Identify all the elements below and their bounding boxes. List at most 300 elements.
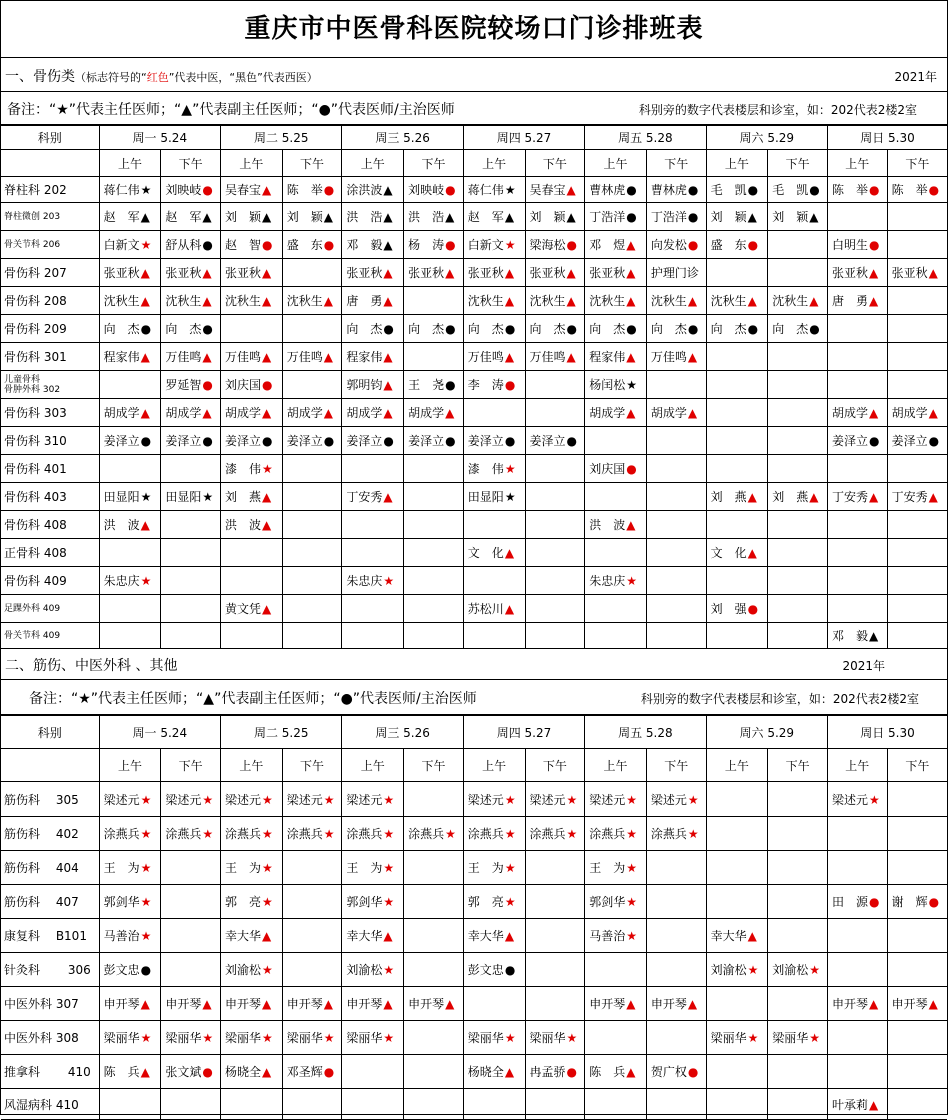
doctor-cell bbox=[768, 919, 828, 953]
dept-cell bbox=[1, 595, 99, 623]
star-icon: ★ bbox=[383, 792, 395, 807]
doctor-cell bbox=[646, 315, 706, 343]
doctor-cell bbox=[887, 782, 947, 817]
doctor-name: 姜泽立 bbox=[286, 434, 323, 448]
doctor-cell bbox=[768, 231, 828, 259]
doctor-name: 向发松 bbox=[650, 238, 687, 252]
star-icon: ★ bbox=[202, 1031, 214, 1045]
doctor-name: 申开琴 bbox=[103, 997, 140, 1011]
doctor-cell bbox=[282, 399, 342, 427]
doctor-cell bbox=[646, 817, 706, 851]
triangle-icon: ▲ bbox=[140, 210, 150, 224]
dept-cell bbox=[1, 455, 99, 483]
doctor-name: 杨晓全 bbox=[467, 1065, 504, 1079]
doctor-cell bbox=[404, 539, 464, 567]
dot-icon: ● bbox=[445, 238, 456, 252]
doctor-cell bbox=[221, 177, 283, 203]
triangle-icon: ▲ bbox=[323, 294, 333, 308]
triangle-icon: ▲ bbox=[262, 294, 272, 308]
doctor-name: 唐 勇 bbox=[831, 294, 868, 308]
triangle-icon: ▲ bbox=[809, 490, 819, 504]
doctor-name: 梁述元 bbox=[346, 792, 383, 807]
doctor-cell bbox=[463, 987, 525, 1021]
dot-icon: ● bbox=[626, 322, 637, 336]
doctor-name: 沈秋生 bbox=[286, 294, 323, 308]
dept-header: 科别 bbox=[1, 716, 99, 749]
doctor-cell bbox=[706, 315, 768, 343]
dot-icon: ● bbox=[504, 434, 516, 448]
dot-icon: ● bbox=[323, 434, 335, 448]
doctor-cell bbox=[768, 259, 828, 287]
doctor-cell bbox=[282, 1021, 342, 1055]
doctor-cell bbox=[768, 483, 828, 511]
doctor-name: 万佳鸣 bbox=[286, 350, 323, 364]
doctor-cell bbox=[342, 885, 404, 919]
doctor-name: 蒋仁伟 bbox=[467, 183, 504, 197]
doctor-name: 盛 东 bbox=[286, 238, 323, 252]
doctor-cell bbox=[463, 953, 525, 987]
dept-name: 骨伤科 409 bbox=[4, 574, 67, 588]
doctor-cell bbox=[99, 851, 161, 885]
star-icon: ★ bbox=[626, 792, 637, 807]
doctor-cell bbox=[404, 567, 464, 595]
triangle-icon: ▲ bbox=[383, 406, 393, 420]
doctor-name: 王 为 bbox=[225, 861, 262, 875]
doctor-cell bbox=[282, 259, 342, 287]
doctor-cell bbox=[221, 987, 283, 1021]
dept-name: 骨伤科 408 bbox=[4, 518, 67, 532]
doctor-cell bbox=[887, 1021, 947, 1055]
doctor-cell bbox=[99, 987, 161, 1021]
doctor-cell bbox=[161, 483, 221, 511]
doctor-cell bbox=[646, 203, 706, 231]
doctor-name: 白新文 bbox=[103, 238, 140, 252]
doctor-cell bbox=[887, 483, 947, 511]
doctor-cell bbox=[161, 1055, 221, 1089]
dept-cell bbox=[1, 851, 99, 885]
star-icon: ★ bbox=[504, 827, 516, 841]
star-icon: ★ bbox=[323, 1031, 335, 1045]
doctor-name: 姜泽立 bbox=[831, 434, 868, 448]
doctor-name: 姜泽立 bbox=[103, 434, 140, 448]
doctor-cell bbox=[463, 315, 525, 343]
dot-icon: ● bbox=[383, 434, 394, 448]
doctor-name: 漆 伟 bbox=[225, 462, 262, 476]
am-header: 上午 bbox=[342, 150, 404, 177]
doctor-name: 盛 东 bbox=[710, 238, 747, 252]
dot-icon: ● bbox=[140, 434, 152, 448]
doctor-cell bbox=[282, 511, 342, 539]
doctor-cell bbox=[768, 315, 828, 343]
triangle-icon: ▲ bbox=[928, 490, 938, 504]
doctor-cell bbox=[768, 427, 828, 455]
dot-icon: ● bbox=[566, 434, 577, 448]
triangle-icon: ▲ bbox=[504, 546, 515, 560]
doctor-cell bbox=[463, 427, 525, 455]
doctor-cell bbox=[99, 1021, 161, 1055]
triangle-icon: ▲ bbox=[262, 490, 272, 504]
doctor-cell bbox=[463, 539, 525, 567]
legend-text-a: （标志符号的“ bbox=[75, 71, 147, 84]
doctor-cell bbox=[827, 399, 887, 427]
doctor-cell bbox=[525, 203, 585, 231]
doctor-cell bbox=[99, 539, 161, 567]
doctor-cell bbox=[342, 919, 404, 953]
doctor-cell bbox=[706, 817, 768, 851]
schedule-row bbox=[1, 287, 947, 315]
doctor-cell bbox=[342, 371, 404, 399]
dept-cell bbox=[1, 315, 99, 343]
doctor-cell bbox=[342, 782, 404, 817]
triangle-icon: ▲ bbox=[928, 406, 938, 420]
doctor-cell bbox=[99, 427, 161, 455]
dept-name: 骨伤科 208 bbox=[4, 294, 67, 308]
star-icon: ★ bbox=[626, 574, 637, 588]
pm-header: 下午 bbox=[646, 749, 706, 782]
doctor-name: 张亚秋 bbox=[891, 266, 928, 280]
doctor-cell bbox=[282, 782, 342, 817]
doctor-name: 涂燕兵 bbox=[529, 827, 566, 841]
doctor-cell bbox=[646, 1021, 706, 1055]
doctor-name: 幸大华 bbox=[710, 929, 747, 943]
doctor-name: 胡成学 bbox=[650, 406, 687, 420]
doctor-cell bbox=[887, 427, 947, 455]
doctor-cell bbox=[827, 371, 887, 399]
star-icon: ★ bbox=[809, 1031, 821, 1045]
dept-cell bbox=[1, 203, 99, 231]
doctor-cell bbox=[221, 953, 283, 987]
doctor-cell bbox=[342, 851, 404, 885]
doctor-name: 梁述元 bbox=[467, 792, 504, 807]
schedule-row bbox=[1, 919, 947, 953]
doctor-cell bbox=[404, 987, 464, 1021]
doctor-cell bbox=[161, 287, 221, 315]
doctor-name: 沈秋生 bbox=[589, 294, 626, 308]
star-icon: ★ bbox=[140, 1031, 152, 1045]
doctor-cell bbox=[282, 539, 342, 567]
doctor-name: 郭剑华 bbox=[346, 895, 383, 909]
doctor-cell bbox=[221, 1021, 283, 1055]
doctor-name: 白新文 bbox=[467, 238, 504, 252]
doctor-name: 申开琴 bbox=[346, 997, 383, 1011]
doctor-cell bbox=[282, 231, 342, 259]
doctor-cell bbox=[404, 885, 464, 919]
day-header: 周三 5.26 bbox=[342, 716, 463, 749]
doctor-cell bbox=[463, 177, 525, 203]
doctor-cell bbox=[282, 203, 342, 231]
star-icon: ★ bbox=[383, 574, 395, 588]
triangle-icon: ▲ bbox=[262, 602, 272, 616]
doctor-name: 梁丽华 bbox=[103, 1031, 140, 1045]
day-header: 周六 5.29 bbox=[706, 126, 827, 150]
doctor-cell bbox=[525, 511, 585, 539]
doctor-cell bbox=[463, 595, 525, 623]
dept-name: 筋伤科 305 bbox=[4, 792, 79, 807]
doctor-cell bbox=[706, 595, 768, 623]
doctor-cell bbox=[525, 539, 585, 567]
doctor-cell bbox=[282, 567, 342, 595]
doctor-cell bbox=[646, 782, 706, 817]
triangle-icon: ▲ bbox=[504, 602, 515, 616]
doctor-name: 沈秋生 bbox=[772, 294, 809, 308]
doctor-cell bbox=[706, 399, 768, 427]
dept-cell bbox=[1, 259, 99, 287]
doctor-cell bbox=[342, 177, 404, 203]
dot-icon: ● bbox=[626, 462, 637, 476]
doctor-cell bbox=[768, 287, 828, 315]
doctor-cell bbox=[646, 885, 706, 919]
doctor-cell bbox=[342, 287, 404, 315]
star-icon: ★ bbox=[566, 1031, 578, 1045]
doctor-cell bbox=[887, 953, 947, 987]
triangle-icon: ▲ bbox=[868, 294, 879, 308]
star-icon: ★ bbox=[504, 895, 516, 909]
doctor-cell bbox=[342, 511, 404, 539]
section1-heading: 一、骨伤类 bbox=[5, 69, 75, 85]
doctor-cell bbox=[404, 595, 464, 623]
doctor-cell bbox=[887, 851, 947, 885]
pm-header: 下午 bbox=[161, 749, 221, 782]
triangle-icon: ▲ bbox=[383, 294, 393, 308]
doctor-name: 丁安秀 bbox=[891, 490, 928, 504]
doctor-cell bbox=[282, 953, 342, 987]
doctor-name: 万佳鸣 bbox=[467, 350, 504, 364]
doctor-cell bbox=[342, 1021, 404, 1055]
star-icon: ★ bbox=[566, 827, 578, 841]
triangle-icon: ▲ bbox=[202, 406, 212, 420]
doctor-name: 陈 举 bbox=[286, 183, 323, 197]
doctor-name: 王 为 bbox=[346, 861, 383, 875]
doctor-cell bbox=[221, 567, 283, 595]
doctor-name: 胡成学 bbox=[165, 406, 202, 420]
schedule-row bbox=[1, 782, 947, 817]
doctor-cell bbox=[827, 483, 887, 511]
doctor-name: 丁浩洋 bbox=[650, 210, 687, 224]
pm-header: 下午 bbox=[525, 150, 585, 177]
triangle-icon: ▲ bbox=[626, 350, 636, 364]
doctor-cell bbox=[646, 177, 706, 203]
triangle-icon: ▲ bbox=[140, 294, 150, 308]
schedule-row bbox=[1, 231, 947, 259]
dot-icon: ● bbox=[445, 378, 456, 392]
doctor-name: 涂燕兵 bbox=[346, 827, 383, 841]
doctor-cell bbox=[99, 1055, 161, 1089]
doctor-cell bbox=[161, 595, 221, 623]
schedule-row bbox=[1, 953, 947, 987]
doctor-name: 梁丽华 bbox=[529, 1031, 566, 1045]
doctor-name: 涂洪波 bbox=[346, 183, 383, 197]
doctor-cell bbox=[646, 595, 706, 623]
doctor-name: 涂燕兵 bbox=[467, 827, 504, 841]
dot-icon: ● bbox=[504, 322, 516, 336]
doctor-cell bbox=[221, 259, 283, 287]
doctor-name: 涂燕兵 bbox=[408, 827, 445, 841]
doctor-cell bbox=[827, 987, 887, 1021]
pm-header: 下午 bbox=[525, 749, 585, 782]
doctor-cell bbox=[99, 259, 161, 287]
star-icon: ★ bbox=[262, 1031, 273, 1045]
star-icon: ★ bbox=[687, 827, 699, 841]
triangle-icon: ▲ bbox=[262, 518, 272, 532]
doctor-cell bbox=[768, 885, 828, 919]
doctor-name: 胡成学 bbox=[286, 406, 323, 420]
triangle-icon: ▲ bbox=[202, 266, 212, 280]
doctor-cell bbox=[161, 399, 221, 427]
triangle-icon: ▲ bbox=[809, 294, 819, 308]
doctor-cell bbox=[404, 231, 464, 259]
doctor-name: 万佳鸣 bbox=[225, 350, 262, 364]
doctor-cell bbox=[827, 455, 887, 483]
doctor-cell bbox=[585, 343, 647, 371]
doctor-cell bbox=[887, 919, 947, 953]
doctor-cell bbox=[404, 919, 464, 953]
dot-icon: ● bbox=[323, 238, 335, 252]
dept-name: 脊柱微创 203 bbox=[4, 211, 61, 222]
doctor-name: 田 源 bbox=[831, 895, 868, 909]
doctor-cell bbox=[463, 1055, 525, 1089]
doctor-name: 幸大华 bbox=[225, 929, 262, 943]
doctor-cell bbox=[887, 371, 947, 399]
dept-cell bbox=[1, 177, 99, 203]
section1-note-bar bbox=[1, 92, 947, 125]
doctor-cell bbox=[827, 1021, 887, 1055]
doctor-name: 梁丽华 bbox=[467, 1031, 504, 1045]
dept-name: 骨伤科 209 bbox=[4, 322, 67, 336]
doctor-cell bbox=[827, 427, 887, 455]
doctor-cell bbox=[282, 987, 342, 1021]
dot-icon: ● bbox=[566, 238, 577, 252]
doctor-cell bbox=[887, 595, 947, 623]
triangle-icon: ▲ bbox=[504, 929, 515, 943]
doctor-cell bbox=[525, 399, 585, 427]
doctor-cell bbox=[887, 399, 947, 427]
section1-year: 2021年 bbox=[894, 70, 937, 84]
dot-icon: ● bbox=[140, 322, 152, 336]
triangle-icon: ▲ bbox=[383, 266, 393, 280]
doctor-cell bbox=[646, 427, 706, 455]
doctor-cell bbox=[827, 885, 887, 919]
pm-header: 下午 bbox=[161, 150, 221, 177]
dot-icon: ● bbox=[202, 378, 213, 392]
doctor-cell bbox=[282, 427, 342, 455]
doctor-name: 漆 伟 bbox=[467, 462, 504, 476]
section2-note: 备注：“★”代表主任医师；“▲”代表副主任医师；“●”代表医师/主治医师 bbox=[29, 691, 477, 707]
doctor-cell bbox=[282, 483, 342, 511]
doctor-name: 洪 浩 bbox=[408, 210, 445, 224]
doctor-name: 田显阳 bbox=[467, 490, 504, 504]
doctor-name: 文 化 bbox=[467, 546, 504, 560]
pm-header: 下午 bbox=[887, 150, 947, 177]
doctor-name: 刘映岐 bbox=[408, 183, 445, 197]
doctor-cell bbox=[404, 315, 464, 343]
doctor-cell bbox=[585, 782, 647, 817]
star-icon: ★ bbox=[202, 792, 214, 807]
doctor-name: 马善治 bbox=[589, 929, 626, 943]
doctor-name: 刘渝松 bbox=[772, 963, 809, 977]
doctor-cell bbox=[525, 259, 585, 287]
doctor-cell bbox=[463, 371, 525, 399]
doctor-cell bbox=[99, 567, 161, 595]
dept-name: 中医外科 308 bbox=[4, 1031, 79, 1045]
doctor-name: 向 杰 bbox=[165, 322, 202, 336]
doctor-name: 张亚秋 bbox=[529, 266, 566, 280]
schedule-row bbox=[1, 987, 947, 1021]
doctor-cell bbox=[827, 782, 887, 817]
dot-icon: ● bbox=[868, 434, 880, 448]
dot-icon: ● bbox=[687, 210, 699, 224]
star-icon: ★ bbox=[504, 238, 516, 252]
triangle-icon: ▲ bbox=[445, 406, 455, 420]
doctor-name: 涂燕兵 bbox=[650, 827, 687, 841]
triangle-icon: ▲ bbox=[383, 238, 393, 252]
star-icon: ★ bbox=[383, 895, 395, 909]
dot-icon: ● bbox=[687, 238, 699, 252]
doctor-cell bbox=[404, 1055, 464, 1089]
doctor-cell bbox=[706, 287, 768, 315]
doctor-cell bbox=[282, 595, 342, 623]
triangle-icon: ▲ bbox=[504, 350, 515, 364]
page-title: 重庆市中医骨科医院较场口门诊排班表 bbox=[1, 1, 947, 58]
dept-name: 筋伤科 407 bbox=[4, 895, 79, 909]
doctor-name: 洪 浩 bbox=[346, 210, 383, 224]
doctor-cell bbox=[646, 371, 706, 399]
doctor-cell bbox=[887, 343, 947, 371]
doctor-name: 梁述元 bbox=[529, 792, 566, 807]
doctor-cell bbox=[342, 231, 404, 259]
triangle-icon: ▲ bbox=[140, 406, 150, 420]
doctor-name: 梁丽华 bbox=[710, 1031, 747, 1045]
doctor-cell bbox=[404, 371, 464, 399]
doctor-cell bbox=[768, 567, 828, 595]
doctor-name: 张亚秋 bbox=[103, 266, 140, 280]
dept-name: 骨关节科 409 bbox=[4, 630, 61, 641]
doctor-cell bbox=[99, 782, 161, 817]
doctor-cell bbox=[99, 483, 161, 511]
doctor-name: 陈 举 bbox=[831, 183, 868, 197]
doctor-cell bbox=[99, 919, 161, 953]
am-header: 上午 bbox=[706, 749, 768, 782]
doctor-cell bbox=[161, 817, 221, 851]
schedule-row bbox=[1, 623, 947, 649]
doctor-cell bbox=[221, 511, 283, 539]
doctor-name: 吴春宝 bbox=[529, 183, 566, 197]
doctor-cell bbox=[768, 455, 828, 483]
doctor-cell bbox=[161, 539, 221, 567]
doctor-name: 朱忠庆 bbox=[103, 574, 140, 588]
dept-name: 筋伤科 404 bbox=[4, 861, 79, 875]
doctor-cell bbox=[706, 851, 768, 885]
day-header: 周一 5.24 bbox=[99, 126, 220, 150]
dot-icon: ● bbox=[747, 602, 759, 616]
triangle-icon: ▲ bbox=[140, 350, 150, 364]
doctor-cell bbox=[768, 539, 828, 567]
doctor-name: 刘 强 bbox=[710, 602, 747, 616]
section2-year: 2021年 bbox=[842, 659, 885, 673]
doctor-name: 田显阳 bbox=[165, 490, 202, 504]
doctor-cell bbox=[161, 885, 221, 919]
triangle-icon: ▲ bbox=[383, 997, 393, 1011]
star-icon: ★ bbox=[747, 1031, 759, 1045]
doctor-name: 姜泽立 bbox=[165, 434, 202, 448]
doctor-cell bbox=[646, 539, 706, 567]
doctor-cell bbox=[342, 1055, 404, 1089]
day-header: 周五 5.28 bbox=[585, 126, 706, 150]
doctor-cell bbox=[525, 987, 585, 1021]
triangle-icon: ▲ bbox=[445, 210, 455, 224]
doctor-name: 梁丽华 bbox=[225, 1031, 262, 1045]
star-icon: ★ bbox=[140, 895, 152, 909]
doctor-name: 幸大华 bbox=[467, 929, 504, 943]
